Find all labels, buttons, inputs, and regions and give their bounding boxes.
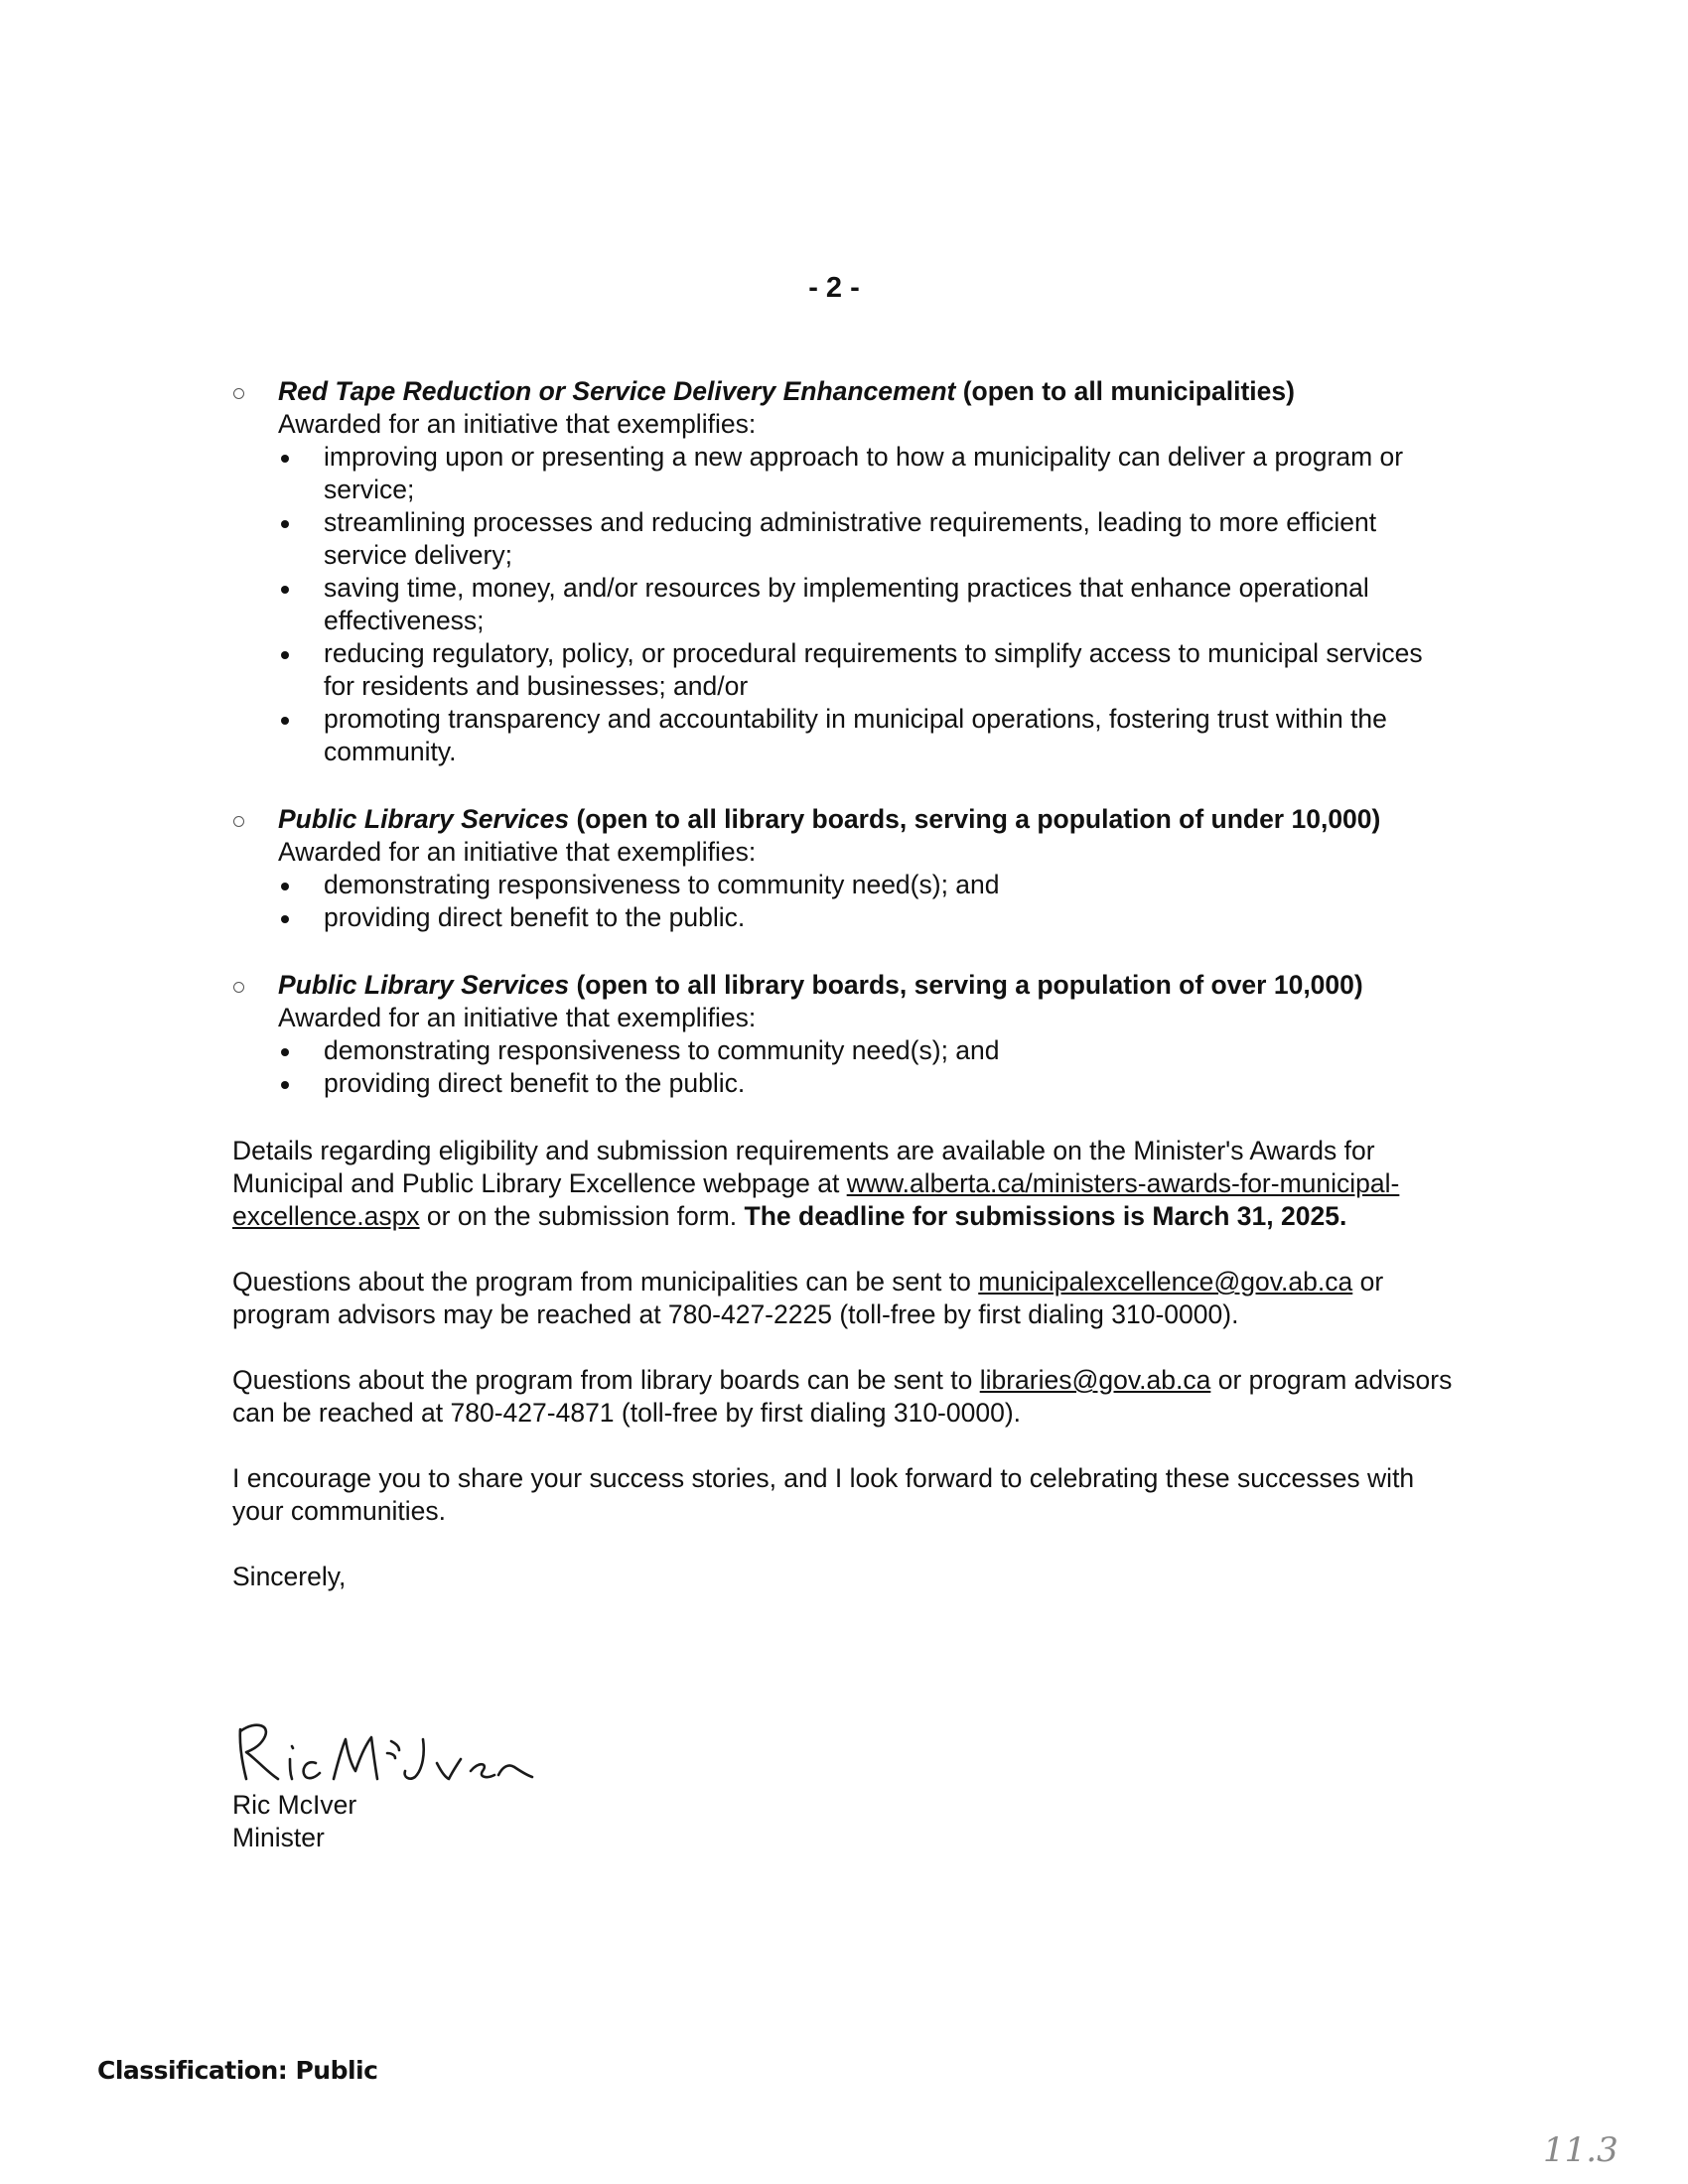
criteria-item: providing direct benefit to the public.	[278, 901, 1454, 934]
hollow-bullet-icon	[233, 816, 244, 827]
criteria-item: streamlining processes and reducing administrative requirements, leading to more efficient service delivery;	[278, 506, 1454, 572]
municipal-contact-paragraph	[232, 1266, 1454, 1331]
signature-image	[234, 1719, 552, 1789]
contact-text: Questions about the program from library boards can be sent to	[232, 1365, 980, 1395]
details-text: or on the submission form.	[419, 1201, 745, 1231]
award-scope: (open to all library boards, serving a population of over 10,000)	[569, 970, 1363, 1000]
award-category-library-over	[232, 969, 1454, 1100]
municipal-email-link[interactable]: municipalexcellence@gov.ab.ca	[978, 1267, 1353, 1297]
award-scope: (open to all municipalities)	[955, 376, 1295, 406]
award-name: Red Tape Reduction or Service Delivery Enhancement	[278, 376, 956, 406]
signature-block	[232, 1789, 356, 1854]
details-text: Details regarding eligibility and submission requirements are available on the Minister's Awards for Municipal and Public Library Excellence webpage at	[232, 1136, 1375, 1198]
award-category-red-tape	[232, 375, 1454, 768]
awards-webpage-link[interactable]: www.alberta.ca/ministers-awards-for-municipal-excellence.aspx	[232, 1168, 1400, 1231]
award-intro: Awarded for an initiative that exemplifies:	[278, 409, 757, 439]
criteria-item: demonstrating responsiveness to community need(s); and	[278, 869, 1454, 901]
sign-off: Sincerely,	[232, 1562, 347, 1591]
award-name: Public Library Services	[278, 804, 570, 834]
award-title	[278, 375, 1454, 408]
award-title	[278, 803, 1454, 836]
criteria-item: improving upon or presenting a new approach to how a municipality can deliver a program or service;	[278, 441, 1454, 506]
page-number: - 2 -	[808, 272, 860, 304]
hollow-bullet-icon	[233, 388, 244, 399]
hollow-bullet-icon	[233, 982, 244, 993]
handwritten-page-mark: 11.3	[1543, 2130, 1618, 2170]
library-email-link[interactable]: libraries@gov.ab.ca	[979, 1365, 1211, 1395]
award-intro: Awarded for an initiative that exemplifies:	[278, 837, 757, 867]
criteria-item: demonstrating responsiveness to community need(s); and	[278, 1034, 1454, 1067]
details-paragraph	[232, 1135, 1454, 1233]
criteria-list	[278, 1034, 1454, 1100]
award-category-library-under	[232, 803, 1454, 934]
library-contact-paragraph	[232, 1364, 1454, 1430]
letter-body	[232, 375, 1454, 1626]
criteria-item: providing direct benefit to the public.	[278, 1067, 1454, 1100]
criteria-item: promoting transparency and accountability in municipal operations, fostering trust within the community.	[278, 703, 1454, 768]
award-name: Public Library Services	[278, 970, 570, 1000]
criteria-list	[278, 441, 1454, 768]
contact-text: or program advisors can be reached at 780-427-4871 (toll-free by first dialing 310-0000).	[232, 1365, 1453, 1428]
criteria-list	[278, 869, 1454, 934]
award-title	[278, 969, 1454, 1002]
award-scope: (open to all library boards, serving a population of under 10,000)	[569, 804, 1381, 834]
contact-text: Questions about the program from municipalities can be sent to	[232, 1267, 979, 1297]
signer-title: Minister	[232, 1823, 325, 1852]
closing-paragraph: I encourage you to share your success stories, and I look forward to celebrating these successes with your communities.	[232, 1463, 1415, 1526]
criteria-item: saving time, money, and/or resources by implementing practices that enhance operational effectiveness;	[278, 572, 1454, 637]
classification-label: Classification: Public	[97, 2056, 378, 2085]
contact-text: or program advisors may be reached at 780-427-2225 (toll-free by first dialing 310-0000).	[232, 1267, 1384, 1329]
signer-name: Ric McIver	[232, 1790, 357, 1820]
deadline-text: The deadline for submissions is March 31, 2025.	[744, 1201, 1347, 1231]
criteria-item: reducing regulatory, policy, or procedural requirements to simplify access to municipal services for residents and businesses; and/or	[278, 637, 1454, 703]
award-intro: Awarded for an initiative that exemplifies:	[278, 1003, 757, 1032]
